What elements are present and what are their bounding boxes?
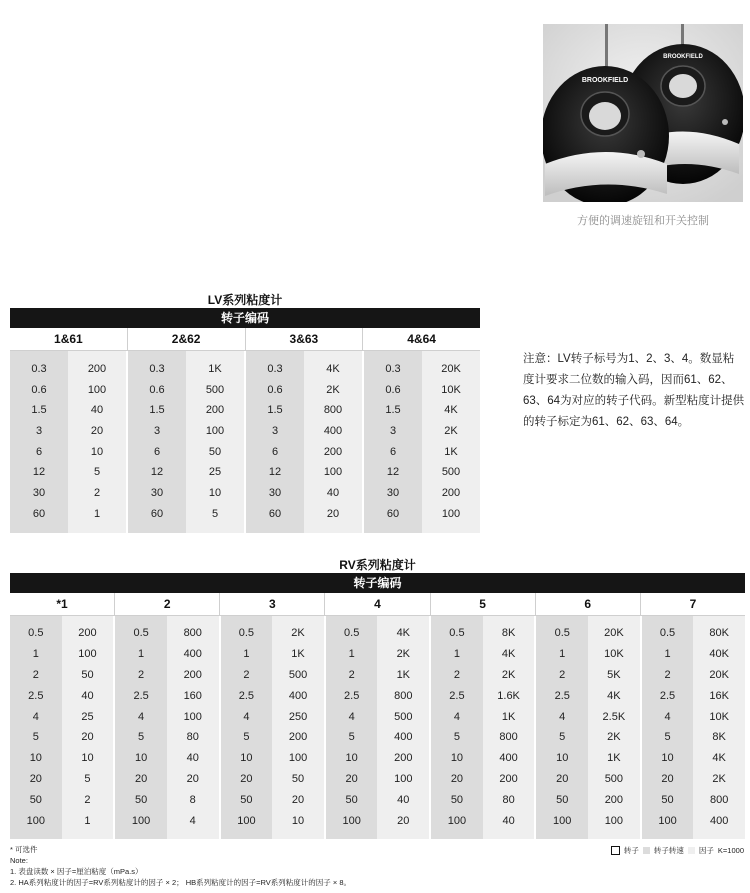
speed-cell: 100: [658, 815, 677, 828]
speed-cell: 4: [559, 710, 566, 723]
speed-cell: 10: [29, 752, 42, 765]
note-label: Note:: [10, 856, 28, 865]
lv-speed-column: [364, 351, 422, 533]
factor-cell: 800: [183, 627, 202, 639]
speed-cell: 0.5: [344, 627, 360, 639]
speed-cell: 6: [153, 445, 161, 458]
viscometer-image: [543, 24, 743, 202]
rv-spindle-header: 7: [689, 597, 697, 611]
factor-cell: 40: [186, 752, 199, 765]
factor-cell: 200: [205, 404, 225, 417]
factor-cell: 20: [326, 507, 340, 520]
speed-cell: 2: [32, 668, 39, 681]
speed-cell: 1.5: [31, 404, 47, 417]
rv-spindle-header: 3: [220, 593, 325, 615]
rv-spindle-header: 2: [115, 593, 220, 615]
factor-cell: 20K: [604, 627, 624, 639]
speed-cell: 5: [559, 731, 566, 744]
rv-spindle-code-bar: 转子编码: [10, 573, 745, 593]
factor-cell: 200: [394, 752, 413, 765]
speed-cell: 5: [453, 731, 460, 744]
rv-factor-column: [693, 616, 745, 839]
factor-cell: 50: [208, 445, 222, 458]
factor-cell: 40: [502, 815, 515, 828]
factor-cell: 2: [84, 794, 91, 807]
speed-cell: 1: [453, 647, 460, 660]
factor-cell: 20: [81, 731, 94, 744]
speed-cell: 50: [661, 794, 674, 807]
legend-speed-swatch: [643, 847, 650, 854]
lv-spindle-code-bar: 转子编码: [10, 308, 480, 328]
factor-cell: 4K: [396, 627, 411, 639]
factor-cell: 4K: [607, 689, 621, 702]
speed-cell: 1: [348, 647, 355, 660]
factor-cell: 200: [441, 487, 461, 500]
factor-cell: 500: [288, 668, 308, 681]
factor-cell: 1K: [291, 647, 305, 660]
speed-cell: 0.3: [31, 363, 47, 375]
factor-cell: 100: [205, 425, 225, 438]
speed-cell: 12: [268, 466, 282, 479]
speed-cell: 3: [35, 425, 43, 438]
factor-cell: 5: [84, 773, 91, 786]
factor-cell: 200: [78, 627, 97, 639]
rv-spindle-header: *1: [10, 593, 115, 615]
factor-cell: 2K: [291, 627, 305, 639]
factor-cell: 1.6K: [497, 689, 520, 702]
lv-factor-column: [68, 351, 126, 533]
factor-cell: 20: [397, 815, 410, 828]
factor-cell: 100: [288, 752, 308, 765]
speed-cell: 0.6: [267, 383, 283, 396]
factor-cell: 4: [189, 815, 196, 828]
lv-spindle-group: [10, 351, 128, 533]
rv-speed-column: [221, 616, 273, 839]
speed-cell: 20: [29, 773, 42, 786]
rv-spindle-group: [642, 616, 745, 839]
factor-cell: 200: [499, 773, 518, 786]
factor-cell: 1K: [607, 752, 621, 765]
speed-cell: 2: [559, 668, 566, 681]
speed-cell: 60: [150, 507, 164, 520]
speed-cell: 10: [556, 752, 569, 765]
speed-cell: 1.5: [385, 404, 401, 417]
speed-cell: 2.5: [238, 689, 255, 702]
speed-cell: 4: [243, 710, 250, 723]
speed-cell: 20: [134, 773, 148, 786]
legend-rotor-swatch: [611, 846, 620, 855]
speed-cell: 12: [150, 466, 164, 479]
lv-table-title: LV系列粘度计: [207, 293, 283, 307]
factor-cell: 4K: [444, 404, 458, 417]
factor-cell: 40: [90, 404, 104, 417]
lv-spindle-header: 2&62: [128, 328, 246, 350]
speed-cell: 20: [345, 773, 358, 786]
factor-cell: 4K: [712, 752, 726, 765]
factor-cell: 80: [186, 731, 199, 744]
speed-cell: 4: [348, 710, 355, 723]
factor-cell: 400: [394, 731, 413, 744]
factor-cell: 10: [291, 815, 305, 828]
factor-cell: 500: [205, 383, 225, 396]
speed-cell: 30: [32, 487, 46, 500]
speed-cell: 100: [447, 815, 467, 828]
legend-factor-swatch: [688, 847, 695, 854]
factor-cell: 800: [323, 404, 343, 417]
rv-speed-column: [642, 616, 694, 839]
factor-cell: 100: [183, 710, 202, 723]
rv-table-title: RV系列粘度计: [339, 558, 416, 572]
speed-cell: 50: [29, 794, 42, 807]
speed-cell: 2.5: [554, 689, 570, 702]
factor-cell: 8K: [712, 731, 726, 744]
factor-cell: 5: [211, 507, 219, 520]
factor-cell: 16K: [709, 689, 729, 702]
speed-cell: 30: [150, 487, 164, 500]
speed-cell: 50: [240, 794, 253, 807]
speed-cell: 10: [240, 752, 253, 765]
rv-spindle-header: 5: [431, 593, 536, 615]
factor-cell: 100: [87, 383, 107, 396]
factor-cell: 800: [394, 689, 413, 702]
lv-table: [10, 292, 480, 533]
factor-cell: 10: [90, 445, 104, 458]
rv-speed-column: [536, 616, 588, 839]
factor-cell: 50: [291, 773, 305, 786]
speed-cell: 1: [243, 647, 250, 660]
speed-cell: 5: [348, 731, 355, 744]
rv-factor-column: [62, 616, 114, 839]
rv-speed-column: [326, 616, 378, 839]
rv-spindle-group: [115, 616, 220, 839]
factor-cell: 800: [709, 794, 729, 807]
speed-cell: 3: [389, 425, 397, 438]
speed-cell: 0.6: [31, 383, 47, 396]
speed-cell: 0.6: [149, 383, 165, 396]
rv-header-row: [10, 593, 745, 616]
factor-cell: 100: [604, 815, 624, 828]
lv-spindle-header: 4&64: [407, 332, 436, 346]
speed-cell: 0.3: [385, 363, 401, 375]
factor-cell: 50: [81, 668, 94, 681]
factor-cell: 500: [394, 710, 413, 723]
speed-cell: 5: [138, 731, 145, 744]
factor-cell: 4K: [501, 647, 516, 660]
factor-cell: 20: [90, 425, 104, 438]
speed-cell: 50: [450, 794, 464, 807]
speed-cell: 50: [134, 794, 148, 807]
speed-cell: 2.5: [28, 689, 44, 702]
factor-cell: 400: [499, 752, 518, 765]
factor-cell: 1K: [444, 445, 458, 458]
speed-cell: 0.5: [449, 627, 465, 639]
speed-cell: 0.5: [133, 627, 149, 639]
speed-cell: 4: [453, 710, 460, 723]
speed-cell: 1: [664, 647, 671, 660]
speed-cell: 0.5: [659, 627, 676, 639]
speed-cell: 5: [32, 731, 39, 744]
factor-cell: 400: [183, 647, 202, 660]
factor-cell: 500: [604, 773, 624, 786]
factor-cell: 10K: [709, 710, 729, 723]
factor-cell: 8K: [501, 627, 516, 639]
speed-cell: 1.5: [149, 404, 165, 417]
lv-note: 注意：LV转子标号为1、2、3、4。数显粘度计要求二位数的输入码，因而61、62、63、64为对应的转子代码。新型粘度计提供的转子标定为61、62、63、64。: [523, 353, 745, 428]
lv-header-row: [10, 328, 480, 351]
rv-speed-column: [431, 616, 483, 839]
factor-cell: 20K: [441, 363, 461, 375]
rv-spindle-group: [431, 616, 536, 839]
speed-cell: 1: [138, 647, 145, 660]
factor-cell: 200: [323, 445, 343, 458]
factor-cell: 20: [291, 794, 305, 807]
speed-cell: 1: [559, 647, 566, 660]
factor-cell: 1: [84, 815, 91, 828]
speed-cell: 5: [664, 731, 671, 744]
rv-factor-column: [272, 616, 324, 839]
speed-cell: 12: [32, 466, 46, 479]
factor-cell: 1K: [396, 668, 411, 681]
brand-label-right: BROOKFIELD: [663, 54, 703, 60]
rv-spindle-group: [326, 616, 431, 839]
rv-factor-column: [588, 616, 640, 839]
rv-factor-column: [483, 616, 535, 839]
factor-cell: 100: [78, 647, 97, 660]
speed-cell: 100: [131, 815, 151, 828]
speed-cell: 20: [556, 773, 569, 786]
factor-cell: 40K: [709, 647, 729, 660]
speed-cell: 10: [450, 752, 464, 765]
factor-cell: 2K: [501, 668, 516, 681]
factor-cell: 80K: [709, 627, 729, 639]
note-line-2: 2. HA系列粘度计的因子=RV系列粘度计的因子 × 2； HB系列粘度计的因子=RV系列粘度计的因子 × 8。: [10, 878, 352, 887]
speed-cell: 0.5: [554, 627, 570, 639]
rv-table: [10, 557, 745, 839]
factor-cell: 1K: [501, 710, 516, 723]
rv-spindle-group: [221, 616, 326, 839]
speed-cell: 2: [138, 668, 145, 681]
viscometer-photo: [543, 24, 743, 202]
factor-cell: 40: [397, 794, 410, 807]
lv-factor-column: [304, 351, 362, 533]
speed-cell: 20: [661, 773, 674, 786]
speed-cell: 12: [386, 466, 400, 479]
speed-cell: 30: [386, 487, 400, 500]
speed-cell: 2.5: [449, 689, 465, 702]
factor-cell: 8: [189, 794, 196, 807]
rv-spindle-group: [10, 616, 115, 839]
speed-cell: 3: [271, 425, 279, 438]
speed-cell: 2: [664, 668, 671, 681]
lv-speed-column: [246, 351, 304, 533]
speed-cell: 0.5: [28, 627, 44, 639]
rv-spindle-header: 4: [325, 593, 430, 615]
speed-cell: 2.5: [344, 689, 360, 702]
lv-grid: [10, 351, 480, 533]
rv-spindle-header: 6: [536, 593, 641, 615]
factor-cell: 200: [604, 794, 624, 807]
note-line-1: 1. 表盘读数 × 因子=厘泊粘度（mPa.s）: [10, 867, 143, 876]
speed-cell: 0.6: [385, 383, 401, 396]
factor-cell: 100: [323, 466, 343, 479]
rv-factor-column: [167, 616, 219, 839]
rv-speed-column: [10, 616, 62, 839]
speed-cell: 50: [345, 794, 358, 807]
factor-cell: 400: [323, 425, 343, 438]
speed-cell: 2: [348, 668, 355, 681]
factor-cell: 2K: [607, 731, 621, 744]
factor-cell: 500: [441, 466, 461, 479]
speed-cell: 60: [268, 507, 282, 520]
lv-spindle-group: [128, 351, 246, 533]
speed-cell: 1.5: [267, 404, 283, 417]
speed-cell: 30: [268, 487, 282, 500]
legend-k-label: K=1000: [717, 846, 744, 855]
lv-spindle-group: [246, 351, 364, 533]
speed-cell: 2: [243, 668, 250, 681]
factor-cell: 800: [499, 731, 518, 744]
lv-spindle-header: 1&61: [10, 328, 128, 350]
factor-cell: 20: [186, 773, 199, 786]
speed-cell: 0.5: [238, 627, 255, 639]
factor-cell: 1: [93, 507, 101, 520]
factor-cell: 80: [502, 794, 515, 807]
brand-label-left: BROOKFIELD: [581, 77, 629, 84]
speed-cell: 0.3: [149, 363, 165, 375]
factor-cell: 10: [81, 752, 94, 765]
speed-cell: 2: [453, 668, 460, 681]
factor-cell: 10: [208, 487, 222, 500]
speed-cell: 4: [32, 710, 39, 723]
legend-speed-label: 转子转速: [653, 846, 684, 855]
factor-cell: 200: [183, 668, 202, 681]
lv-spindle-header: 3&63: [246, 328, 364, 350]
speed-cell: 4: [664, 710, 671, 723]
speed-cell: 2.5: [133, 689, 149, 702]
factor-cell: 160: [183, 689, 202, 702]
speed-cell: 10: [345, 752, 358, 765]
factor-cell: 400: [288, 689, 308, 702]
factor-cell: 400: [709, 815, 729, 828]
speed-cell: 10: [134, 752, 148, 765]
factor-cell: 100: [394, 773, 413, 786]
speed-cell: 60: [32, 507, 46, 520]
speed-cell: 50: [556, 794, 569, 807]
rv-spindle-group: [536, 616, 641, 839]
rv-factor-column: [377, 616, 429, 839]
factor-cell: 5K: [607, 668, 621, 681]
speed-cell: 6: [271, 445, 279, 458]
factor-cell: 200: [87, 363, 107, 375]
speed-cell: 20: [450, 773, 464, 786]
speed-cell: 1: [32, 647, 39, 660]
factor-cell: 2K: [326, 383, 340, 396]
speed-cell: 5: [243, 731, 250, 744]
factor-cell: 40: [81, 689, 94, 702]
factor-cell: 20K: [709, 668, 729, 681]
speed-cell: 4: [138, 710, 145, 723]
lv-speed-column: [128, 351, 186, 533]
speed-cell: 100: [553, 815, 572, 828]
photo-caption: 方便的调速旋钮和开关控制: [577, 215, 709, 227]
legend-factor-label: 因子: [698, 846, 714, 855]
rv-speed-column: [115, 616, 167, 839]
rv-grid: [10, 616, 745, 839]
factor-cell: 25: [208, 466, 222, 479]
factor-cell: 2K: [712, 773, 726, 786]
speed-cell: 10: [661, 752, 674, 765]
speed-cell: 6: [389, 445, 397, 458]
lv-factor-column: [186, 351, 244, 533]
lv-speed-column: [10, 351, 68, 533]
optional-note: * 可选件: [10, 845, 38, 854]
speed-cell: 60: [386, 507, 400, 520]
lv-factor-column: [422, 351, 480, 533]
legend-rotor-label: 转子: [623, 846, 639, 855]
factor-cell: 2K: [444, 425, 458, 438]
factor-cell: 25: [81, 710, 94, 723]
factor-cell: 200: [288, 731, 308, 744]
speed-cell: 6: [35, 445, 43, 458]
factor-cell: 10K: [441, 383, 461, 396]
speed-cell: 100: [342, 815, 361, 828]
factor-cell: 2: [93, 487, 101, 500]
legend: [611, 845, 744, 856]
lv-spindle-group: [364, 351, 480, 533]
factor-cell: 10K: [604, 647, 624, 660]
speed-cell: 3: [153, 425, 161, 438]
speed-cell: 2.5: [659, 689, 676, 702]
speed-cell: 20: [240, 773, 253, 786]
factor-cell: 1K: [208, 363, 222, 375]
factor-cell: 2K: [396, 647, 411, 660]
factor-cell: 100: [441, 507, 461, 520]
factor-cell: 4K: [326, 363, 340, 375]
factor-cell: 5: [93, 466, 101, 479]
factor-cell: 250: [288, 710, 308, 723]
speed-cell: 0.3: [267, 363, 283, 375]
speed-cell: 100: [237, 815, 256, 828]
factor-cell: 40: [326, 487, 340, 500]
factor-cell: 2.5K: [602, 710, 626, 723]
speed-cell: 100: [26, 815, 45, 828]
